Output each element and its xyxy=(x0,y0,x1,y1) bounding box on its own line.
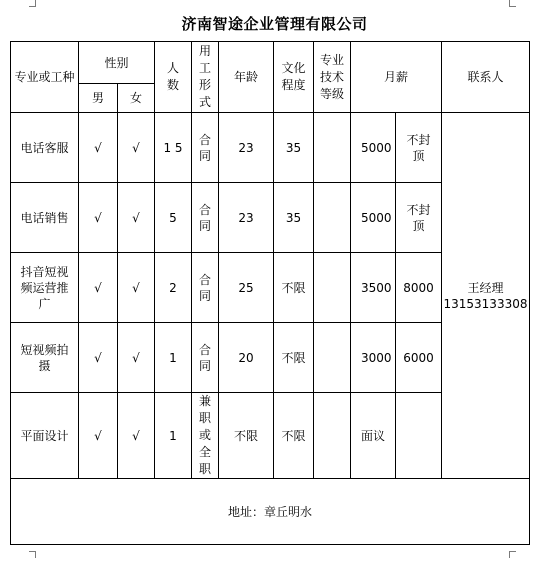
header-education: 文化程度 xyxy=(274,42,314,113)
cell-job: 抖音短视频运营推广 xyxy=(11,253,79,323)
cell-age: 23 xyxy=(219,183,274,253)
cell-male: √ xyxy=(79,253,118,323)
cell-salary-min: 3500 xyxy=(351,253,396,323)
cell-salary-max: 8000 xyxy=(396,253,442,323)
cell-salary-max: 6000 xyxy=(396,323,442,393)
header-skill: 专业技术等级 xyxy=(314,42,351,113)
cell-skill xyxy=(314,183,351,253)
cell-form: 兼职或全职 xyxy=(192,393,219,479)
header-employment-form: 用工形式 xyxy=(192,42,219,113)
cell-male: √ xyxy=(79,323,118,393)
cell-age: 23 xyxy=(219,113,274,183)
header-female: 女 xyxy=(118,84,155,113)
address: 地址：章丘明水 xyxy=(11,479,530,545)
header-male: 男 xyxy=(79,84,118,113)
contact-name: 王经理 xyxy=(467,280,504,295)
cell-count: 1 5 xyxy=(155,113,192,183)
cell-count: 1 xyxy=(155,323,192,393)
cell-job: 电话销售 xyxy=(11,183,79,253)
address-row xyxy=(11,479,530,545)
header-count: 人数 xyxy=(155,42,192,113)
cell-education: 35 xyxy=(274,113,314,183)
cell-skill xyxy=(314,323,351,393)
cell-education: 不限 xyxy=(274,323,314,393)
crop-mark-bottom-left xyxy=(29,551,36,558)
cell-salary-min: 5000 xyxy=(351,113,396,183)
header-row-1 xyxy=(11,42,530,84)
cell-skill xyxy=(314,393,351,479)
cell-form: 合同 xyxy=(192,323,219,393)
cell-female: √ xyxy=(118,113,155,183)
cell-job: 平面设计 xyxy=(11,393,79,479)
cell-male: √ xyxy=(79,393,118,479)
cell-count: 1 xyxy=(155,393,192,479)
cell-age: 20 xyxy=(219,323,274,393)
crop-mark-top-left xyxy=(29,0,36,7)
cell-education: 不限 xyxy=(274,253,314,323)
cell-form: 合同 xyxy=(192,183,219,253)
cell-contact xyxy=(442,113,530,479)
cell-job: 电话客服 xyxy=(11,113,79,183)
cell-skill xyxy=(314,253,351,323)
cell-count: 2 xyxy=(155,253,192,323)
contact-phone: 13153133308 xyxy=(443,296,528,311)
cell-salary-min: 3000 xyxy=(351,323,396,393)
header-salary: 月薪 xyxy=(351,42,442,113)
cell-salary-max xyxy=(396,393,442,479)
cell-salary-max: 不封顶 xyxy=(396,183,442,253)
cell-count: 5 xyxy=(155,183,192,253)
cell-male: √ xyxy=(79,113,118,183)
crop-mark-top-right xyxy=(509,0,516,7)
header-contact: 联系人 xyxy=(442,42,530,113)
cell-education: 不限 xyxy=(274,393,314,479)
cell-job: 短视频拍摄 xyxy=(11,323,79,393)
header-gender: 性别 xyxy=(79,42,155,84)
cell-education: 35 xyxy=(274,183,314,253)
cell-female: √ xyxy=(118,323,155,393)
cell-age: 不限 xyxy=(219,393,274,479)
cell-female: √ xyxy=(118,253,155,323)
cell-form: 合同 xyxy=(192,113,219,183)
cell-salary-max: 不封顶 xyxy=(396,113,442,183)
cell-skill xyxy=(314,113,351,183)
cell-form: 合同 xyxy=(192,253,219,323)
cell-salary-min: 面议 xyxy=(351,393,396,479)
recruitment-table xyxy=(10,41,530,545)
cell-salary-min: 5000 xyxy=(351,183,396,253)
header-job: 专业或工种 xyxy=(11,42,79,113)
cell-age: 25 xyxy=(219,253,274,323)
table-row xyxy=(11,113,530,183)
cell-female: √ xyxy=(118,183,155,253)
cell-female: √ xyxy=(118,393,155,479)
cell-male: √ xyxy=(79,183,118,253)
page-title: 济南智途企业管理有限公司 xyxy=(181,15,368,33)
crop-mark-bottom-right xyxy=(509,551,516,558)
header-age: 年龄 xyxy=(219,42,274,113)
